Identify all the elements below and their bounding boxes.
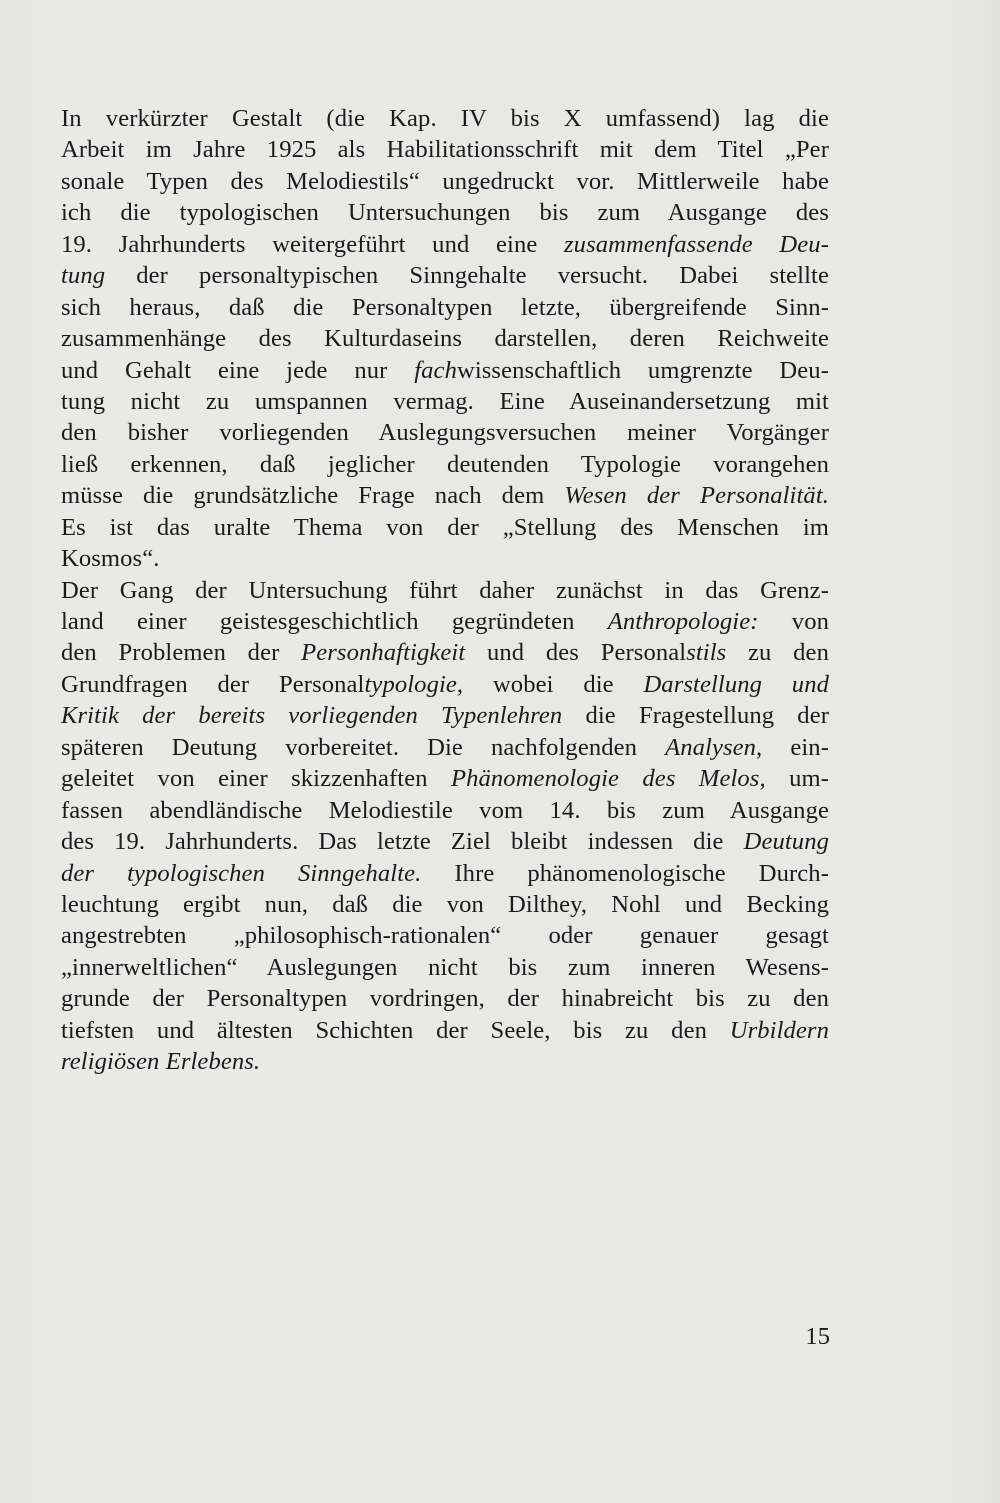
text-run: des 19. Jahrhunderts. Das letzte Ziel bleibt indessen die: [61, 828, 744, 856]
text-run: leuchtung ergibt nun, daß die von Dilthey, Nohl und Becking: [61, 890, 829, 918]
text-run: Arbeit im Jahre 1925 als Habilitationsschrift mit dem Titel „Per: [61, 136, 829, 164]
italic-text: Analysen,: [665, 733, 763, 761]
text-run: „innerweltlichen“ Auslegungen nicht bis zum inneren Wesens-: [61, 953, 829, 981]
italic-text: tung: [61, 262, 106, 290]
text-line: [61, 952, 829, 983]
text-line: [61, 134, 829, 165]
text-run: Grundfragen der Personal: [61, 670, 365, 698]
text-line: [61, 920, 829, 951]
text-line: [61, 795, 829, 826]
text-line: [61, 983, 829, 1014]
text-run: sich heraus, daß die Personaltypen letzte, übergreifende Sinn-: [61, 293, 829, 321]
text-line: [61, 260, 829, 291]
text-run: Der Gang der Untersuchung führt daher zunächst in das Grenz-: [61, 576, 829, 604]
text-line: [61, 386, 829, 417]
text-run: den bisher vorliegenden Auslegungsversuchen meiner Vorgänger: [61, 419, 829, 447]
text-run: In verkürzter Gestalt (die Kap. IV bis X umfassend) lag die: [61, 105, 829, 132]
italic-text: Deutung: [743, 828, 829, 856]
text-line: [61, 763, 829, 794]
text-run: um-: [765, 765, 829, 793]
italic-text: typologie,: [364, 670, 464, 698]
text-line: [61, 166, 829, 197]
text-run: von: [758, 608, 829, 635]
italic-text: Wesen der Personalität.: [564, 482, 830, 510]
text-run: wobei die: [463, 670, 644, 698]
text-line: [61, 417, 829, 448]
text-run: die Fragestellung der: [562, 702, 830, 730]
text-line: [61, 292, 829, 323]
text-run: land einer geistesgeschichtlich gegründeten: [61, 608, 608, 635]
text-run: ich die typologischen Untersuchungen bis zum Ausgange des: [61, 199, 829, 227]
text-line: [61, 637, 829, 668]
text-line: [61, 700, 829, 731]
italic-text: der typologischen Sinngehalte.: [61, 859, 422, 887]
text-run: der personaltypischen Sinngehalte versucht. Dabei stellte: [105, 262, 829, 290]
italic-text: Anthropologie:: [607, 608, 759, 635]
page-number: 15: [805, 1323, 830, 1350]
text-run: und Gehalt eine jede nur: [61, 356, 415, 384]
italic-text: Phänomenologie des Melos,: [450, 765, 766, 793]
text-line: [61, 543, 829, 574]
text-run: müsse die grundsätzliche Frage nach dem: [61, 482, 565, 510]
text-run: den Problemen der: [61, 639, 302, 667]
text-run: ließ erkennen, daß jeglicher deutenden Typologie vorangehen: [61, 450, 829, 478]
italic-text: fach: [414, 356, 457, 384]
text-run: sonale Typen des Melodiestils“ ungedruckt vor. Mittlerweile habe: [61, 167, 829, 195]
italic-text: Kritik der bereits vorliegenden Typenlehren: [61, 702, 563, 730]
text-line: [61, 103, 829, 134]
italic-text: Darstellung und: [643, 670, 830, 698]
text-line: [61, 606, 829, 637]
text-line: [61, 480, 829, 511]
text-line: [61, 512, 829, 543]
text-line: [61, 355, 829, 386]
italic-text: Urbildern: [729, 1016, 829, 1044]
text-line: [61, 732, 829, 763]
text-run: und des Personal: [465, 639, 687, 667]
text-run: fassen abendländische Melodiestile vom 14. bis zum Ausgange: [61, 796, 829, 824]
text-run: zusammenhänge des Kulturdaseins darstellen, deren Reichweite: [61, 325, 829, 353]
text-run: ein-: [762, 733, 829, 761]
italic-text: stils: [686, 639, 727, 667]
text-line: [61, 575, 829, 606]
text-run: zu den: [726, 639, 829, 667]
text-run: geleitet von einer skizzenhaften: [61, 765, 451, 793]
text-line: [61, 449, 829, 480]
text-line: [61, 1015, 829, 1046]
text-line: [61, 858, 829, 889]
text-line: [61, 669, 829, 700]
text-line: [61, 323, 829, 354]
text-line: [61, 229, 829, 260]
text-run: tiefsten und ältesten Schichten der Seele, bis zu den: [61, 1016, 730, 1044]
italic-text: religiösen Erlebens.: [61, 1048, 261, 1076]
text-run: grunde der Personaltypen vordringen, der hinabreicht bis zu den: [61, 985, 829, 1013]
text-line: [61, 197, 829, 228]
text-run: wissenschaftlich umgrenzte Deu-: [456, 356, 829, 384]
italic-text: zusammenfassende Deu-: [564, 230, 829, 258]
text-line: [61, 1046, 829, 1077]
text-run: Es ist das uralte Thema von der „Stellung des Menschen im: [61, 513, 829, 541]
text-run: Ihre phänomenologische Durch-: [421, 859, 829, 887]
text-run: tung nicht zu umspannen vermag. Eine Auseinandersetzung mit: [61, 387, 829, 415]
text-run: Kosmos“.: [61, 545, 160, 573]
body-text: [61, 103, 829, 1078]
text-run: 19. Jahrhunderts weitergeführt und eine: [61, 230, 565, 258]
text-line: [61, 826, 829, 857]
text-line: [61, 889, 829, 920]
italic-text: Personhaftigkeit: [301, 639, 466, 667]
text-run: späteren Deutung vorbereitet. Die nachfolgenden: [61, 733, 666, 761]
text-run: angestrebten „philosophisch-rationalen“ oder genauer gesagt: [61, 922, 829, 950]
